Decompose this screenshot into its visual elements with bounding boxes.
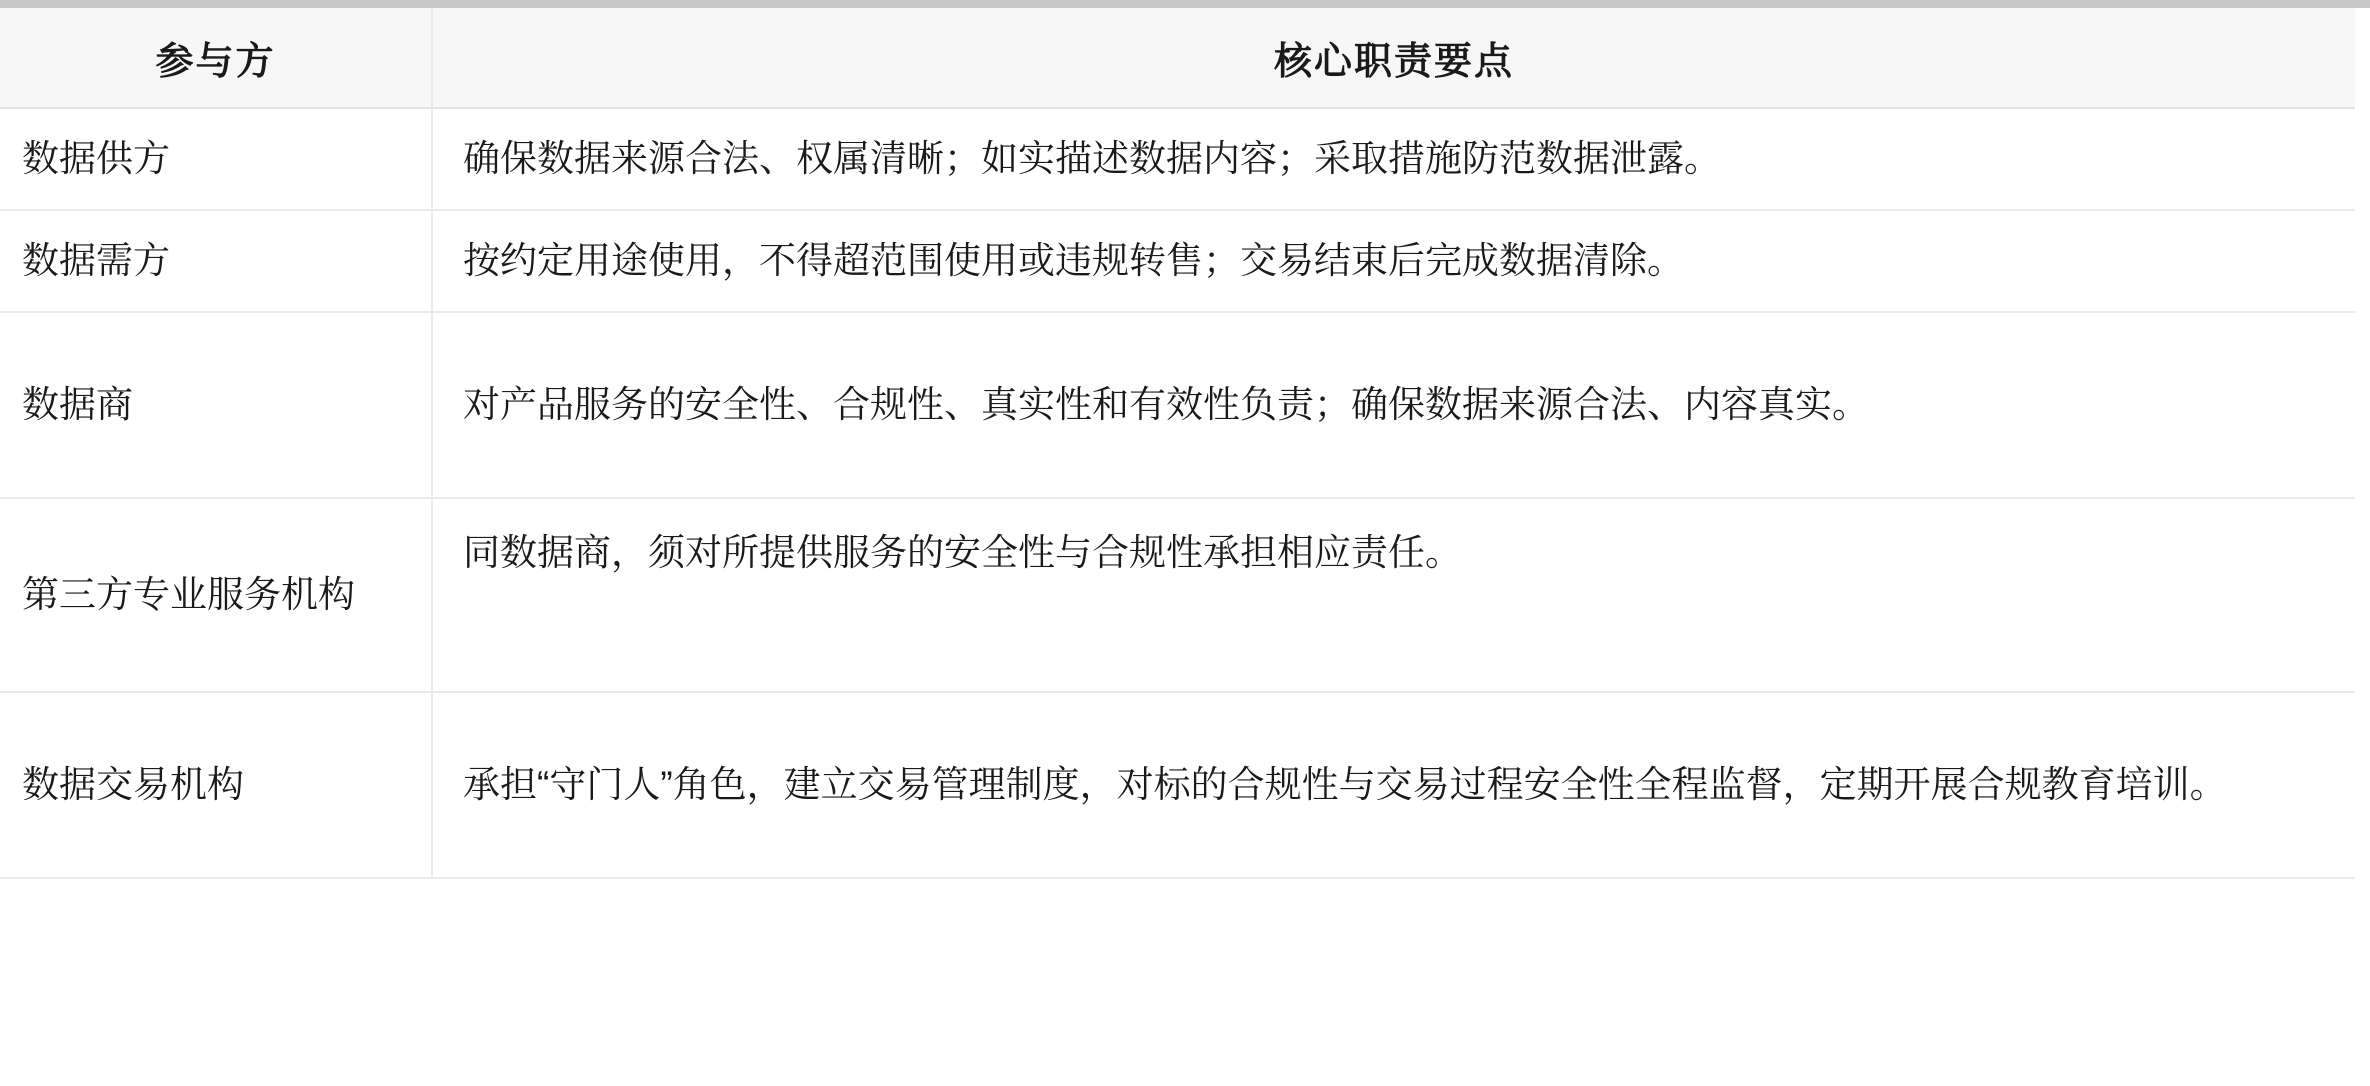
- cell-party: 数据商: [0, 312, 432, 498]
- cell-party: 数据交易机构: [0, 692, 432, 878]
- table-row: [0, 210, 2355, 312]
- table-row: [0, 692, 2355, 878]
- cell-duty: 确保数据来源合法、权属清晰；如实描述数据内容；采取措施防范数据泄露。: [432, 108, 2355, 210]
- table-header-row: [0, 8, 2355, 108]
- responsibility-table-container: [0, 8, 2370, 879]
- table-body: [0, 108, 2355, 878]
- column-header-party: 参与方: [0, 8, 432, 108]
- column-header-duty: 核心职责要点: [432, 8, 2355, 108]
- table-row: [0, 108, 2355, 210]
- cell-party: 数据供方: [0, 108, 432, 210]
- responsibility-table: [0, 8, 2355, 879]
- table-header: [0, 8, 2355, 108]
- cell-duty: 同数据商，须对所提供服务的安全性与合规性承担相应责任。: [432, 498, 2355, 692]
- table-row: [0, 498, 2355, 692]
- cell-party: 第三方专业服务机构: [0, 498, 432, 692]
- top-divider: [0, 0, 2370, 8]
- cell-duty: 按约定用途使用，不得超范围使用或违规转售；交易结束后完成数据清除。: [432, 210, 2355, 312]
- table-row: [0, 312, 2355, 498]
- cell-duty: 对产品服务的安全性、合规性、真实性和有效性负责；确保数据来源合法、内容真实。: [432, 312, 2355, 498]
- cell-duty: 承担“守门人”角色，建立交易管理制度，对标的合规性与交易过程安全性全程监督，定期开展合规教育培训。: [432, 692, 2355, 878]
- cell-party: 数据需方: [0, 210, 432, 312]
